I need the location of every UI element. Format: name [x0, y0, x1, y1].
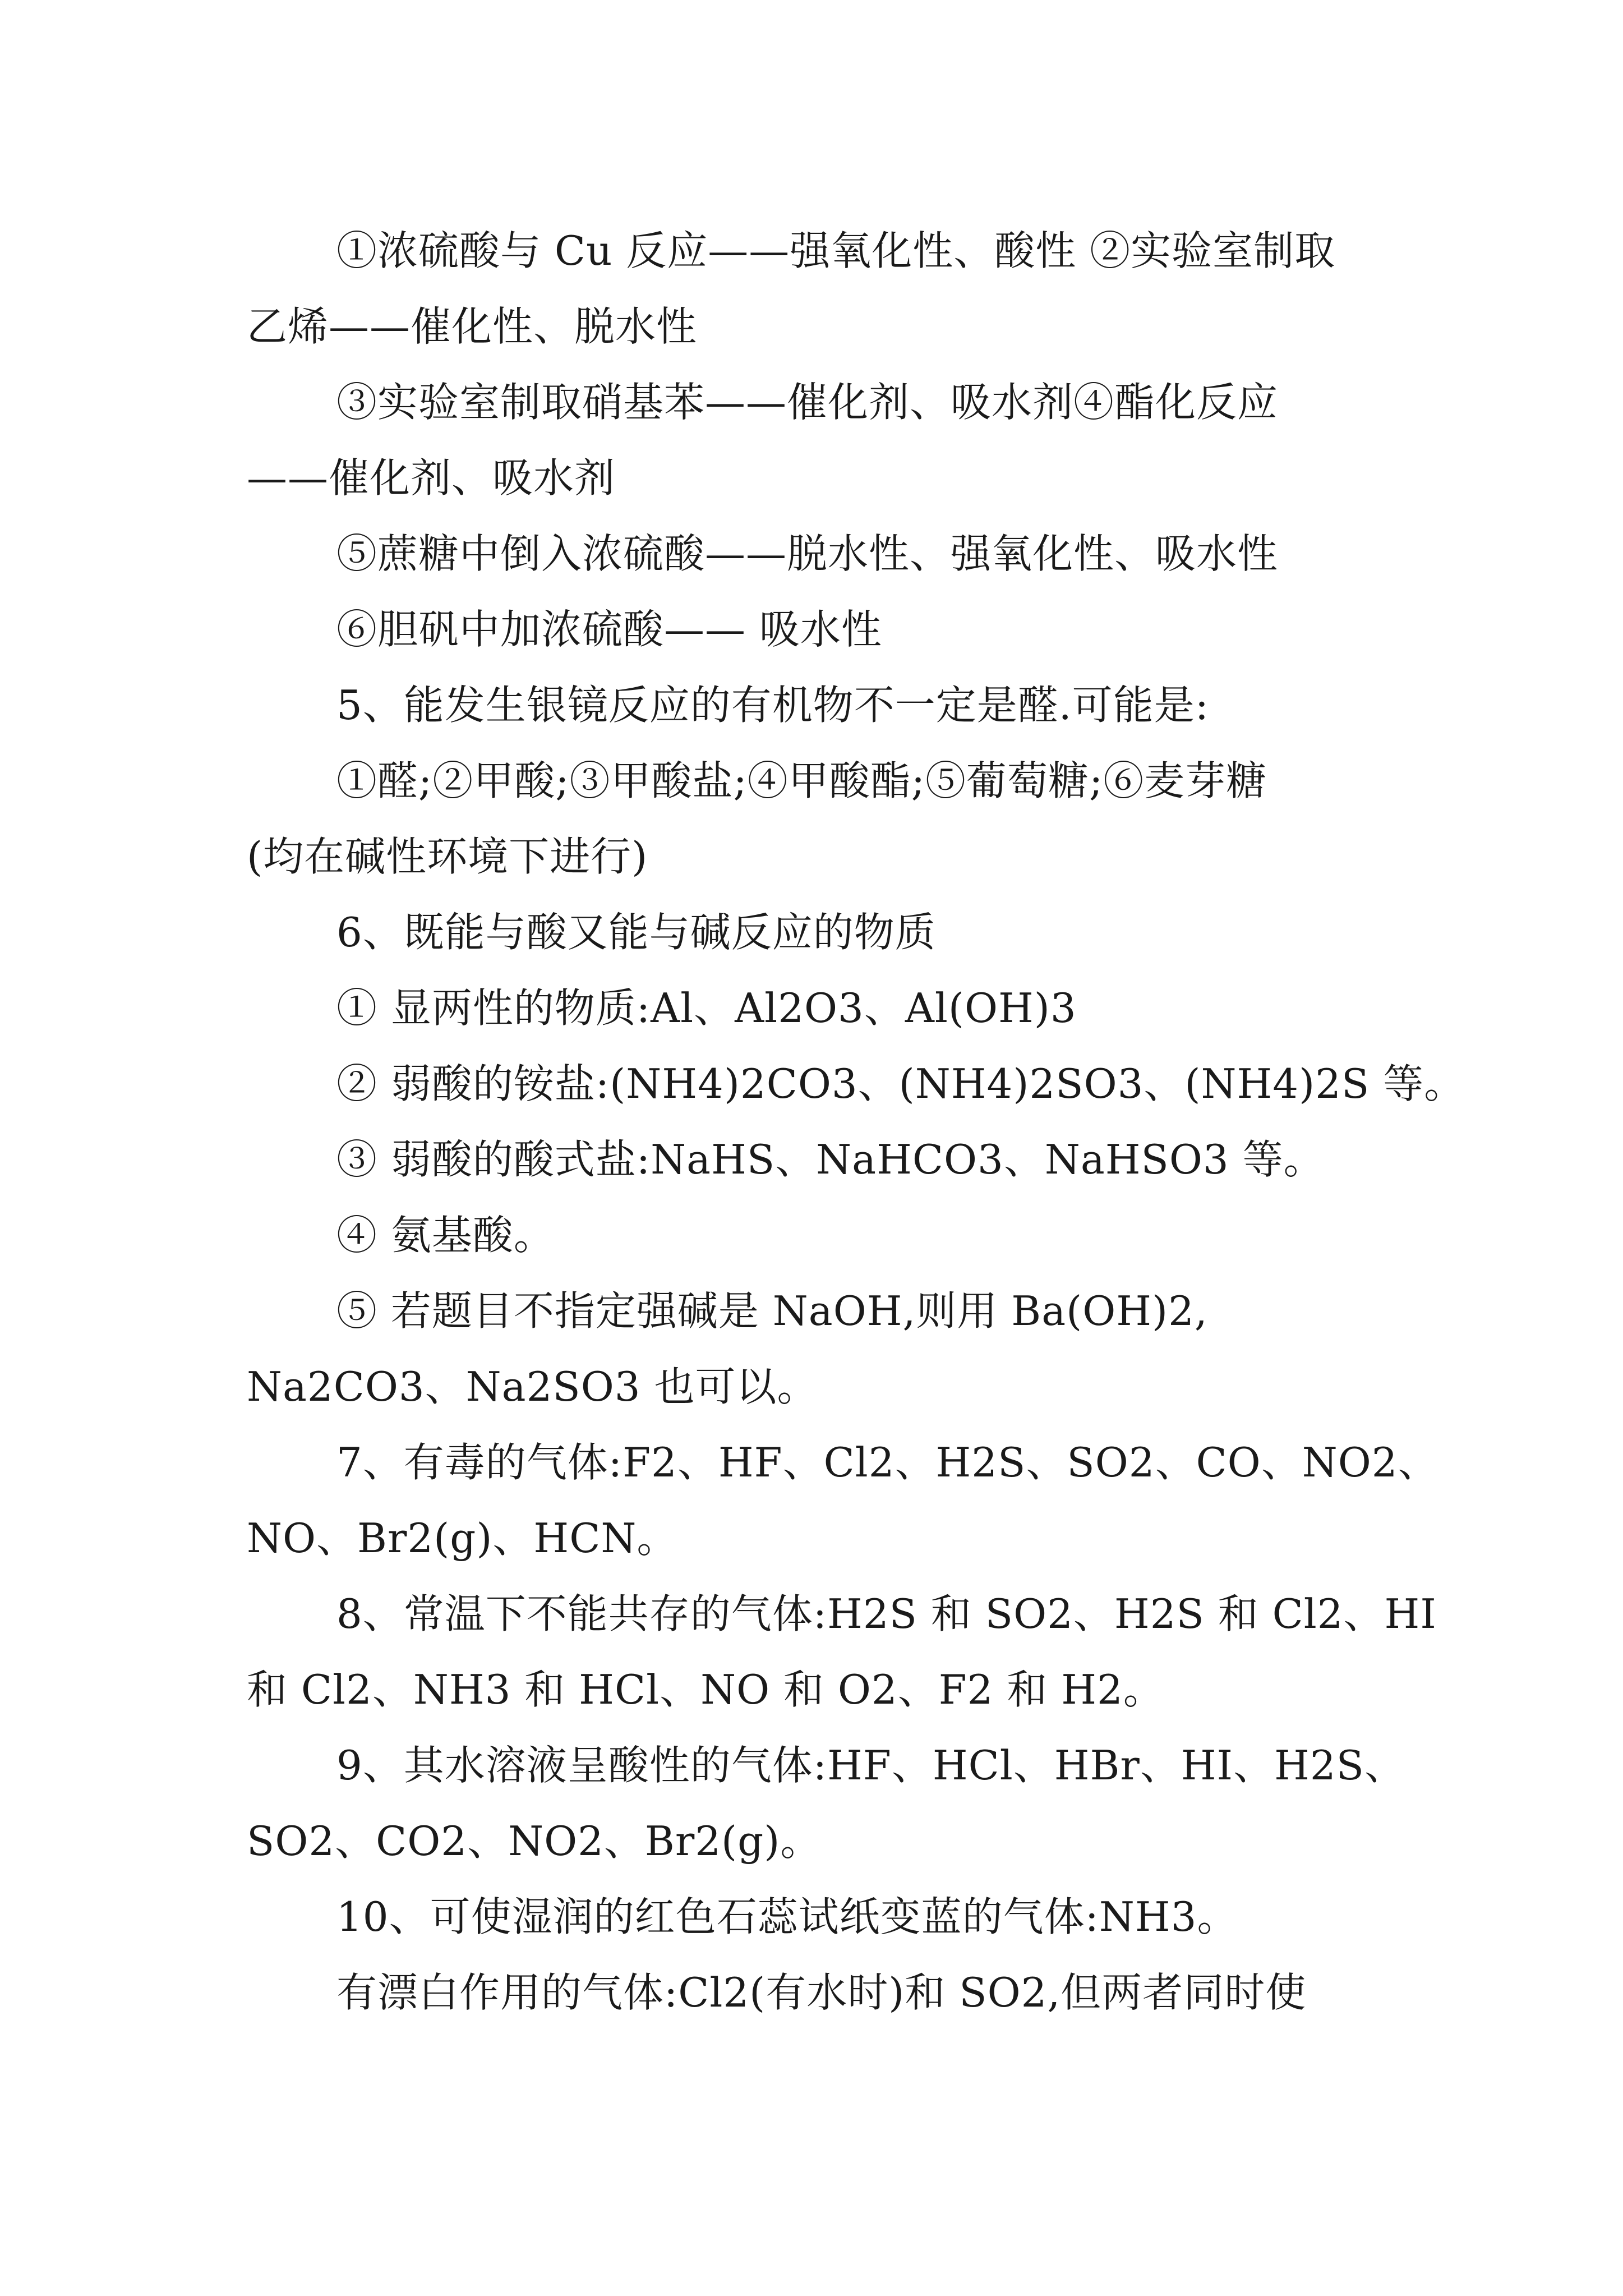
- text-line: ⑤ 若题目不指定强碱是 NaOH,则用 Ba(OH)2,: [336, 1287, 1208, 1335]
- text-line: ② 弱酸的铵盐:(NH4)2CO3、(NH4)2SO3、(NH4)2S 等。: [336, 1060, 1465, 1107]
- text-line: 有漂白作用的气体:Cl2(有水时)和 SO2,但两者同时使: [336, 1969, 1307, 2016]
- text-line: ①浓硫酸与 Cu 反应——强氧化性、酸性 ②实验室制取: [336, 227, 1336, 274]
- text-line: 6、既能与酸又能与碱反应的物质: [336, 909, 936, 956]
- text-line: 9、其水溶液呈酸性的气体:HF、HCl、HBr、HI、H2S、: [336, 1742, 1405, 1789]
- text-line: ①醛;②甲酸;③甲酸盐;④甲酸酯;⑤葡萄糖;⑥麦芽糖: [336, 757, 1267, 804]
- text-line: Na2CO3、Na2SO3 也可以。: [247, 1363, 818, 1410]
- text-line: 8、常温下不能共存的气体:H2S 和 SO2、H2S 和 Cl2、HI: [336, 1590, 1437, 1637]
- text-line: ⑤蔗糖中倒入浓硫酸——脱水性、强氧化性、吸水性: [336, 530, 1279, 577]
- text-line: NO、Br2(g)、HCN。: [247, 1515, 678, 1562]
- text-line: ③ 弱酸的酸式盐:NaHS、NaHCO3、NaHSO3 等。: [336, 1136, 1325, 1183]
- text-line: 乙烯——催化性、脱水性: [247, 303, 698, 350]
- text-line: 10、可使湿润的红色石蕊试纸变蓝的气体:NH3。: [336, 1893, 1238, 1940]
- text-line: ——催化剂、吸水剂: [247, 454, 616, 501]
- document-body: [247, 213, 1465, 2031]
- text-line: ④ 氨基酸。: [336, 1212, 555, 1259]
- text-line: ③实验室制取硝基苯——催化剂、吸水剂④酯化反应: [336, 379, 1279, 426]
- text-line: 7、有毒的气体:F2、HF、Cl2、H2S、SO2、CO、NO2、: [336, 1439, 1439, 1486]
- text-line: (均在碱性环境下进行): [247, 833, 648, 880]
- text-line: SO2、CO2、NO2、Br2(g)。: [247, 1818, 822, 1865]
- text-line: ① 显两性的物质:Al、Al2O3、Al(OH)3: [336, 984, 1077, 1032]
- text-line: 和 Cl2、NH3 和 HCl、NO 和 O2、F2 和 H2。: [247, 1666, 1164, 1713]
- text-line: 5、能发生银镜反应的有机物不一定是醛.可能是:: [336, 682, 1209, 729]
- text-line: ⑥胆矾中加浓硫酸—— 吸水性: [336, 606, 882, 653]
